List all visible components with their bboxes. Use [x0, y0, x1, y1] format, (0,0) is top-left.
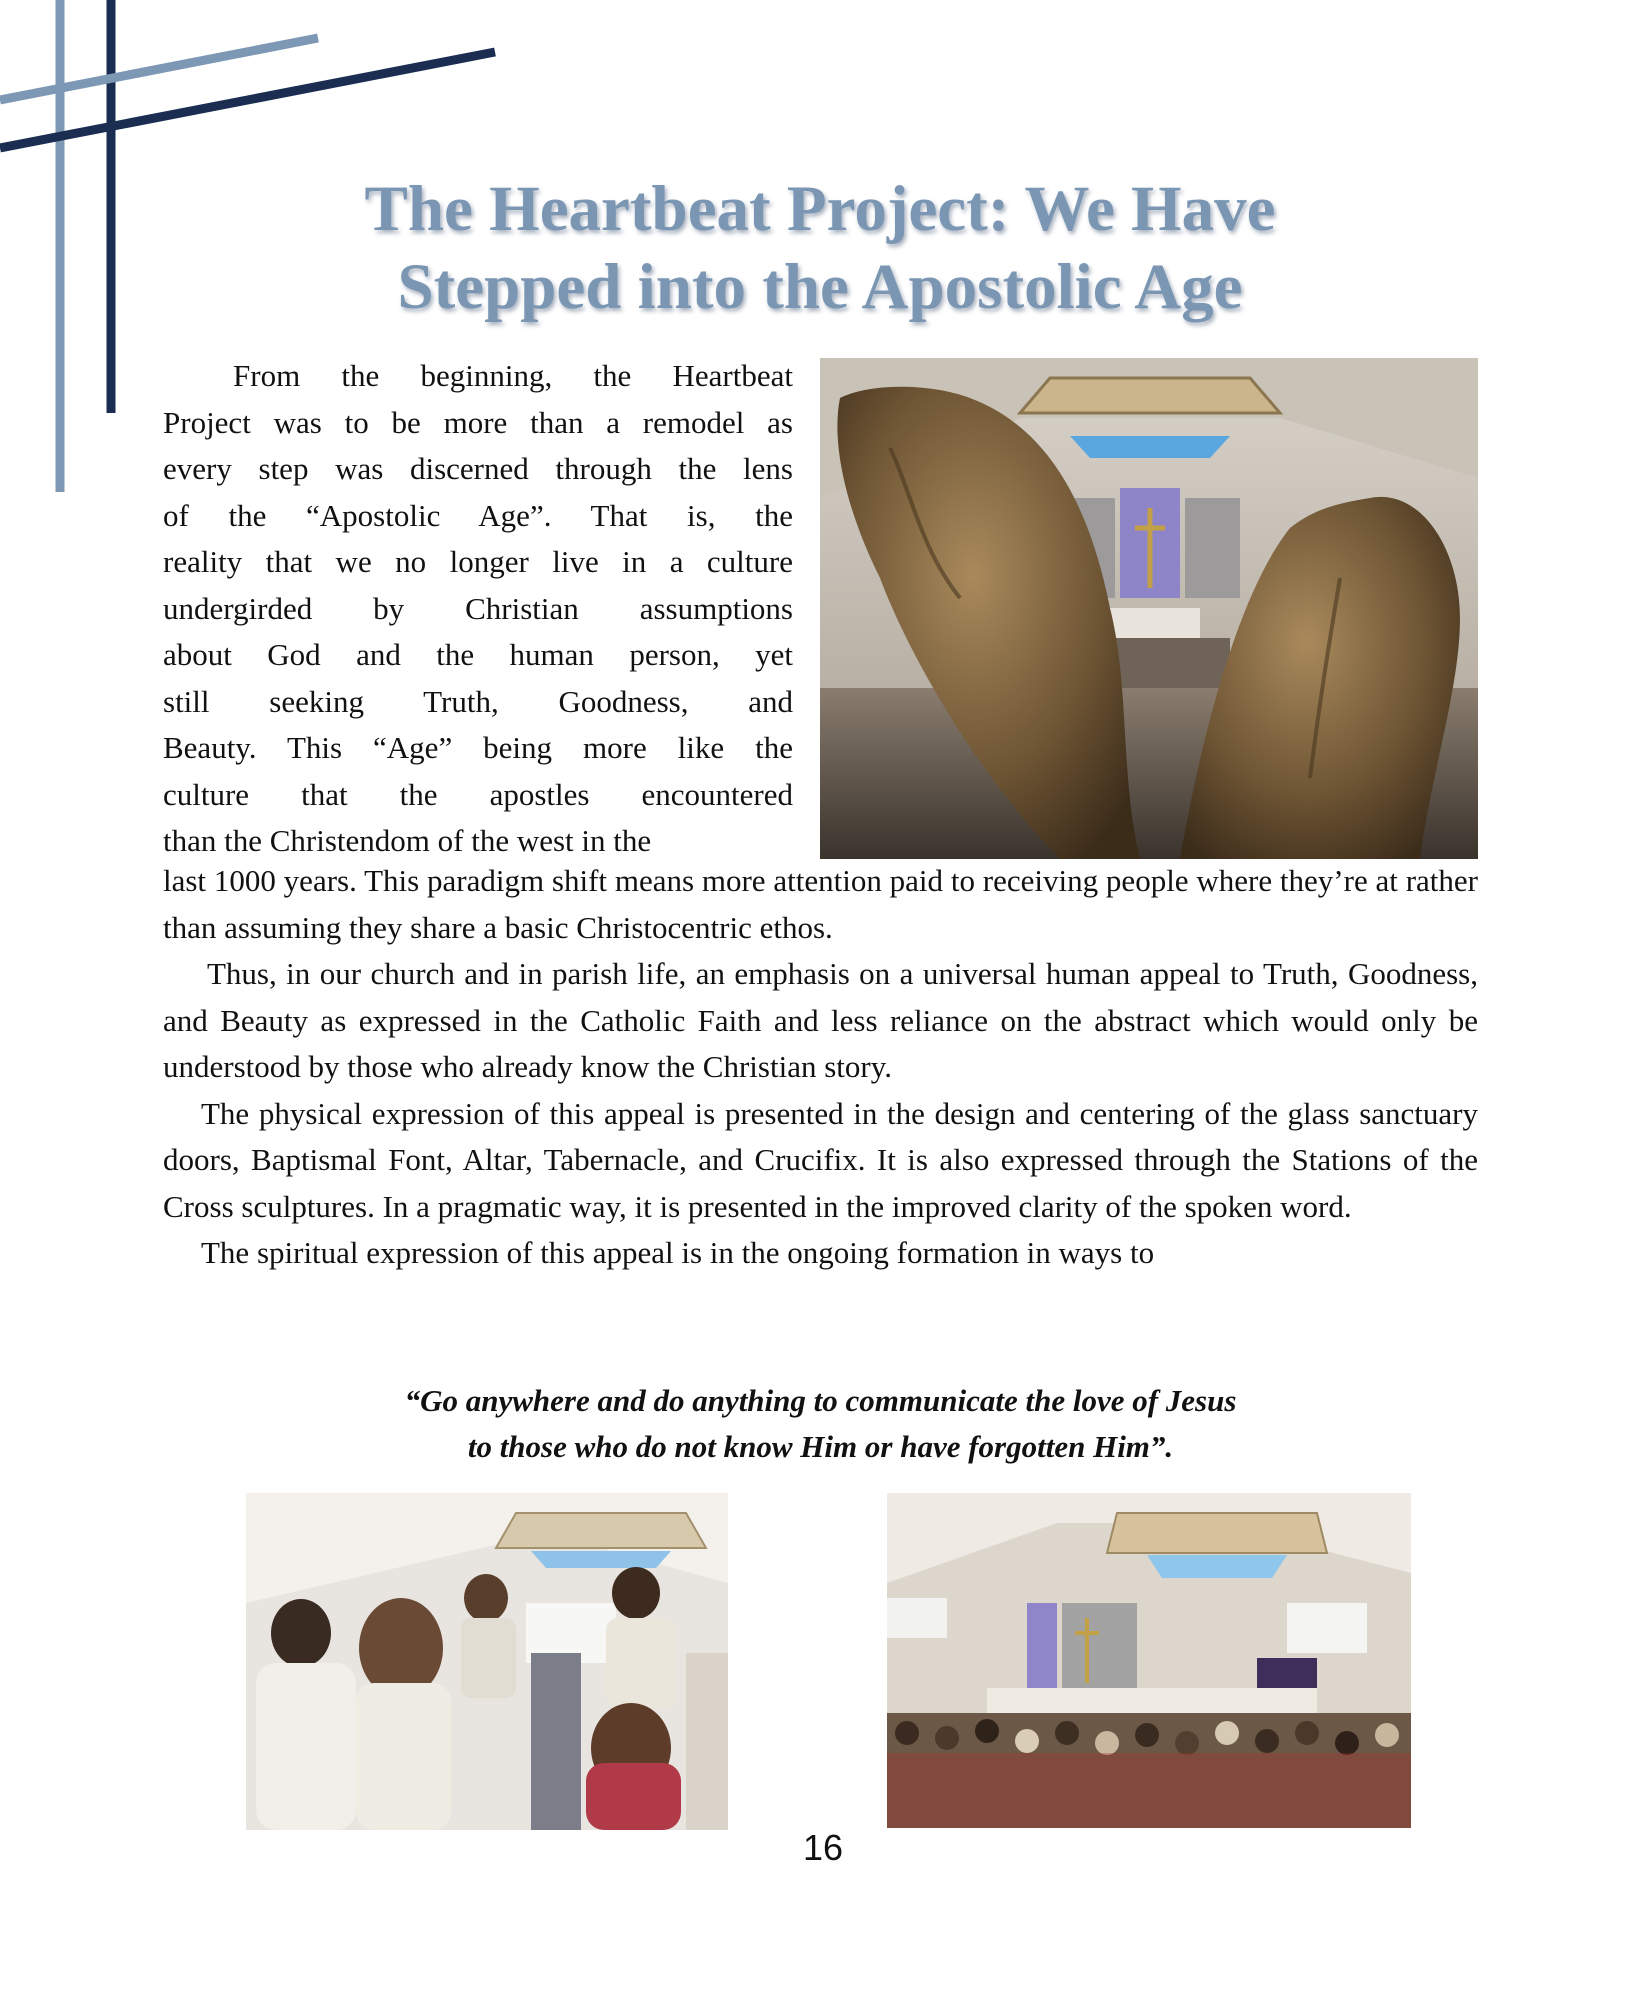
families-photo	[246, 1493, 728, 1830]
intro-line: Project was to be more than a remodel as	[163, 404, 793, 440]
mission-quote	[163, 1378, 1478, 1470]
intro-line: reality that we no longer live in a culture	[163, 544, 793, 579]
body-text	[163, 858, 1478, 1277]
cross-horizontal-dark	[0, 52, 495, 148]
page-number: 16	[802, 1827, 844, 1868]
paragraph-2: Thus, in our church and in parish life, an emphasis on a universal human appeal to Truth, Goodness, and Beauty as expressed in the Catholic Faith and less reliance on the abstract which would only be understood by those who already know the Christian story.	[163, 956, 1478, 1084]
intro-line: Beauty. This “Age” being more like the	[163, 730, 793, 765]
paragraph-3: The physical expression of this appeal is presented in the design and centering of the glass sanctuary doors, Baptismal Font, Altar, Tabernacle, and Crucifix. It is also expressed through the Stations of the Cross sculptures. In a pragmatic way, it is presented in the improved clarity of the spoken word.	[163, 1095, 1478, 1224]
paragraph-4: The spiritual expression of this appeal is in the ongoing formation in ways to	[201, 1235, 1155, 1270]
intro-line: still seeking Truth, Goodness, and	[163, 683, 793, 719]
title-line-2: Stepped into the Apostolic Age	[397, 251, 1243, 323]
quote-line-1: “Go anywhere and do anything to communicate the love of Jesus	[404, 1383, 1237, 1418]
intro-line: about God and the human person, yet	[163, 637, 793, 672]
intro-line: than the Christendom of the west in the	[163, 823, 652, 858]
cross-horizontal-light	[0, 38, 318, 100]
congregation-photo	[887, 1493, 1411, 1828]
page-title	[180, 170, 1460, 326]
intro-line: culture that the apostles encountered	[163, 776, 793, 812]
intro-line: every step was discerned through the lens	[163, 451, 793, 486]
paragraph-1-continued: last 1000 years. This paradigm shift means more attention paid to receiving people where they’re at rather than assuming they share a basic Christocentric ethos.	[163, 863, 1478, 945]
intro-line: From the beginning, the Heartbeat	[233, 358, 793, 393]
intro-line: undergirded by Christian assumptions	[163, 590, 793, 626]
intro-column	[163, 353, 793, 865]
quote-line-2: to those who do not know Him or have forgotten Him”.	[467, 1429, 1174, 1464]
intro-line: of the “Apostolic Age”. That is, the	[163, 497, 793, 533]
title-line-1: The Heartbeat Project: We Have	[364, 173, 1276, 245]
baptismal-font-photo	[820, 358, 1478, 859]
